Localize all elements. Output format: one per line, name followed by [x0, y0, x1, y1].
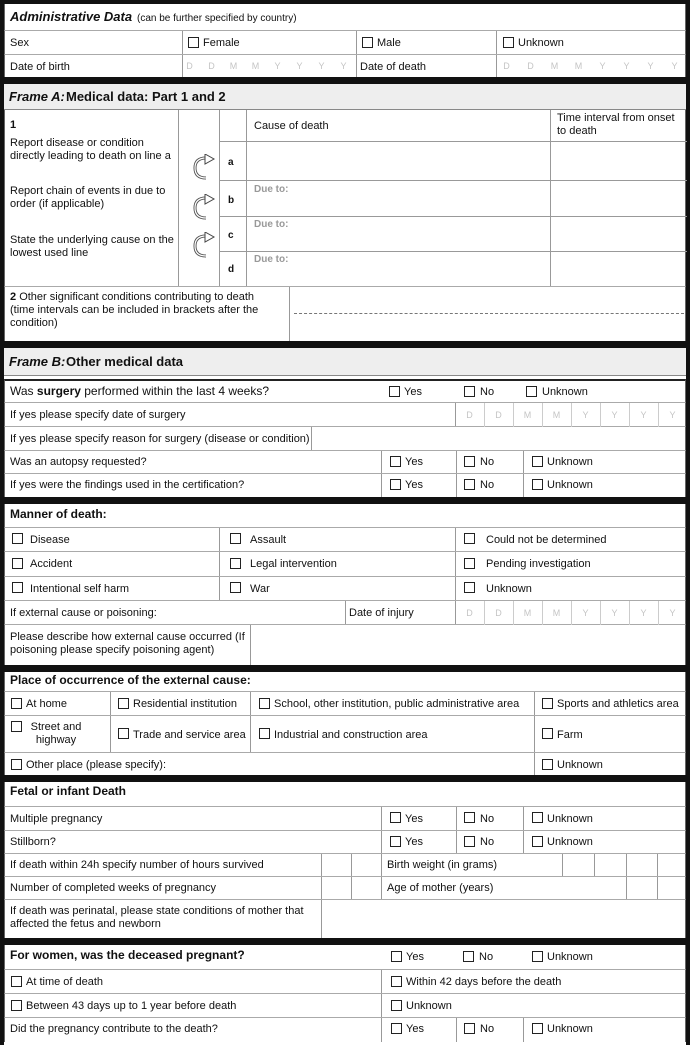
place-street-label: Street and highway [30, 721, 82, 746]
part2-description: Other significant conditions contributing to death (time intervals can be included in brackets after the condition) [10, 291, 259, 329]
sd-d1: D [466, 410, 473, 420]
autopsy-unknown-label: Unknown [547, 456, 593, 468]
dod-d2: D [527, 61, 534, 71]
pregnant-yes-label: Yes [406, 951, 424, 963]
part2-number: 2 [10, 291, 17, 303]
within-42-checkbox[interactable] [391, 976, 402, 987]
surgery-q-bold: surgery [36, 384, 81, 398]
surgery-row [4, 379, 686, 403]
describe-input[interactable] [251, 625, 687, 665]
admin-subtitle: (can be further specified by country) [137, 13, 297, 24]
cause-b-input[interactable] [247, 181, 550, 216]
age-mother-input[interactable] [627, 877, 687, 900]
time-interval-header: Time interval from onset to death [557, 112, 675, 137]
place-industrial-label: Industrial and construction area [274, 729, 428, 741]
manner-assault-checkbox[interactable] [230, 533, 241, 544]
hours-survived-input[interactable] [322, 854, 381, 877]
manner-pending-checkbox[interactable] [464, 558, 475, 569]
surgery-no-checkbox[interactable] [464, 386, 475, 397]
multiple-yes-checkbox[interactable] [390, 812, 401, 823]
findings-yes-label: Yes [405, 479, 423, 491]
interval-d-input[interactable] [551, 252, 687, 287]
interval-c-input[interactable] [551, 217, 687, 251]
id-y1: Y [582, 608, 589, 618]
manner-accident-checkbox[interactable] [12, 558, 23, 569]
dod-y2: Y [623, 61, 630, 71]
surgery-yes-checkbox[interactable] [389, 386, 400, 397]
weeks-pregnancy-label: Number of completed weeks of pregnancy [10, 882, 217, 894]
manner-undetermined-checkbox[interactable] [464, 533, 475, 544]
manner-accident-label: Accident [30, 558, 73, 570]
id-d1: D [466, 608, 473, 618]
due-to-c: Due to: [254, 219, 289, 230]
admin-header [4, 4, 686, 31]
admin-title: Administrative Data [10, 9, 133, 24]
external-cause-label: If external cause or poisoning: [10, 607, 157, 619]
due-to-arrow-icon [192, 232, 216, 260]
sd-m2: M [552, 410, 561, 420]
manner-war-checkbox[interactable] [230, 582, 241, 593]
surgery-reason-label: If yes please specify reason for surgery (disease or condition) [10, 433, 310, 445]
sex-row [4, 31, 686, 55]
sex-male-checkbox[interactable] [362, 37, 373, 48]
multiple-pregnancy-row [4, 807, 686, 831]
pregnant-no-label: No [479, 951, 494, 963]
manner-pending-label: Pending investigation [486, 558, 591, 570]
fetal-header [4, 782, 686, 807]
stillborn-row [4, 831, 686, 854]
dates-row [4, 55, 686, 77]
contribute-label: Did the pregnancy contribute to the death? [10, 1023, 218, 1035]
place-sports-label: Sports and athletics area [557, 698, 679, 710]
line-a-label: a [228, 157, 234, 168]
multiple-pregnancy-label: Multiple pregnancy [10, 813, 103, 825]
cause-of-death-header: Cause of death [254, 120, 329, 132]
multiple-unknown-label: Unknown [547, 813, 593, 825]
interval-b-input[interactable] [551, 181, 687, 216]
findings-row [4, 474, 686, 497]
place-farm-label: Farm [557, 729, 583, 741]
place-school-checkbox[interactable] [259, 698, 270, 709]
place-row-3 [4, 753, 686, 775]
sex-female-checkbox[interactable] [188, 37, 199, 48]
autopsy-no-label: No [480, 456, 495, 468]
dod-m1: M [550, 61, 559, 71]
stillborn-no-checkbox[interactable] [464, 836, 475, 847]
autopsy-yes-checkbox[interactable] [390, 456, 401, 467]
dob-label: Date of birth [10, 61, 70, 73]
perinatal-input[interactable] [322, 900, 687, 938]
surgery-date-label: If yes please specify date of surgery [10, 409, 186, 421]
line-b-label: b [228, 195, 235, 206]
stillborn-label: Stillborn? [10, 836, 56, 848]
sd-y3: Y [640, 410, 647, 420]
manner-row-2 [4, 552, 686, 577]
manner-selfharm-label: Intentional self harm [30, 583, 130, 595]
describe-label: Please describe how external cause occurred (If poisoning please specify poisoning agent) [10, 631, 245, 656]
place-row-1 [4, 692, 686, 716]
autopsy-yes-label: Yes [405, 456, 423, 468]
manner-disease-label: Disease [30, 534, 70, 546]
frame-a-header [4, 84, 686, 110]
autopsy-row [4, 451, 686, 474]
manner-disease-checkbox[interactable] [12, 533, 23, 544]
part1-number: 1 [10, 119, 17, 131]
women-header [4, 945, 686, 970]
manner-row-3 [4, 577, 686, 601]
dob-d1: D [186, 61, 193, 71]
id-y2: Y [611, 608, 618, 618]
findings-yes-checkbox[interactable] [390, 479, 401, 490]
describe-row [4, 625, 686, 665]
surgery-reason-input[interactable] [312, 427, 687, 451]
manner-assault-label: Assault [250, 534, 287, 546]
dob-input[interactable] [182, 55, 356, 77]
frame-b-title: Other medical data [66, 354, 184, 369]
dod-y3: Y [647, 61, 654, 71]
place-other-checkbox[interactable] [11, 759, 22, 770]
part1-block [4, 110, 686, 287]
findings-no-label: No [480, 479, 495, 491]
pregnant-unknown-label: Unknown [547, 951, 593, 963]
id-y4: Y [669, 608, 676, 618]
place-unknown-label: Unknown [557, 759, 603, 771]
sd-y4: Y [669, 410, 676, 420]
place-row-2 [4, 716, 686, 753]
manner-row-1 [4, 528, 686, 552]
place-unknown-checkbox[interactable] [542, 759, 553, 770]
cause-a-input[interactable] [247, 142, 550, 180]
surgery-reason-row [4, 427, 686, 451]
stillborn-unknown-checkbox[interactable] [532, 836, 543, 847]
sex-unknown-label: Unknown [518, 37, 564, 49]
id-y3: Y [640, 608, 647, 618]
dob-y2: Y [296, 61, 303, 71]
manner-legal-label: Legal intervention [250, 558, 337, 570]
part2-input[interactable] [290, 287, 687, 341]
at-time-checkbox[interactable] [11, 976, 22, 987]
sd-m1: M [523, 410, 532, 420]
findings-unknown-label: Unknown [547, 479, 593, 491]
sex-female-label: Female [203, 37, 240, 49]
date-of-injury-label: Date of injury [349, 607, 414, 619]
instruction-1: Report disease or condition directly leading to death on line a [10, 137, 171, 162]
contribute-no-checkbox[interactable] [464, 1023, 475, 1034]
pregnant-yes-checkbox[interactable] [391, 951, 402, 962]
place-farm-checkbox[interactable] [542, 728, 553, 739]
place-title: Place of occurrence of the external cause: [10, 673, 251, 687]
sex-label: Sex [10, 37, 29, 49]
women-row-1 [4, 970, 686, 994]
women-row-2 [4, 994, 686, 1018]
stillborn-unknown-label: Unknown [547, 836, 593, 848]
surgery-no-label: No [480, 386, 495, 398]
frame-a-title-italic: Frame A: [9, 89, 65, 104]
stillborn-no-label: No [480, 836, 495, 848]
injury-date-input[interactable] [455, 601, 687, 625]
birth-weight-input[interactable] [563, 854, 687, 877]
place-sports-checkbox[interactable] [542, 698, 553, 709]
dob-m1: M [229, 61, 238, 71]
findings-no-checkbox[interactable] [464, 479, 475, 490]
surgery-unknown-label: Unknown [542, 386, 588, 398]
autopsy-unknown-checkbox[interactable] [532, 456, 543, 467]
sd-y1: Y [582, 410, 589, 420]
surgery-question [10, 385, 269, 398]
perinatal-label: If death was perinatal, please state conditions of mother that affected the fetus and newborn [10, 905, 304, 930]
contribute-no-label: No [480, 1023, 495, 1035]
manner-selfharm-checkbox[interactable] [12, 582, 23, 593]
frame-a-title: Medical data: Part 1 and 2 [66, 89, 226, 104]
place-school-label: School, other institution, public administrative area [274, 698, 520, 710]
women-unknown-checkbox[interactable] [391, 1000, 402, 1011]
dod-y1: Y [599, 61, 606, 71]
instruction-3: State the underlying cause on the lowest used line [10, 234, 174, 259]
within-42-label: Within 42 days before the death [406, 976, 562, 988]
id-d2: D [495, 608, 502, 618]
part2-text [10, 291, 280, 330]
line-c-label: c [228, 230, 234, 241]
birth-weight-label: Birth weight (in grams) [387, 859, 498, 871]
dob-d2: D [208, 61, 215, 71]
fetal-title: Fetal or infant Death [10, 784, 127, 798]
dob-y4: Y [340, 61, 347, 71]
sd-d2: D [495, 410, 502, 420]
dob-y3: Y [318, 61, 325, 71]
contribute-yes-label: Yes [406, 1023, 424, 1035]
surgery-unknown-checkbox[interactable] [526, 386, 537, 397]
sd-y2: Y [611, 410, 618, 420]
dob-y1: Y [274, 61, 281, 71]
due-to-b: Due to: [254, 184, 289, 195]
due-to-arrow-icon [192, 154, 216, 182]
manner-war-label: War [250, 583, 270, 595]
weeks-pregnancy-input[interactable] [322, 877, 381, 900]
pregnant-no-checkbox[interactable] [463, 951, 474, 962]
surgery-yes-label: Yes [404, 386, 422, 398]
women-unknown-label: Unknown [406, 1000, 452, 1012]
hours-survived-label: If death within 24h specify number of hours survived [10, 859, 264, 871]
sex-unknown-checkbox[interactable] [503, 37, 514, 48]
between-43-label: Between 43 days up to 1 year before death [26, 1000, 237, 1012]
dod-d1: D [503, 61, 510, 71]
contribute-unknown-checkbox[interactable] [532, 1023, 543, 1034]
frame-b-header [4, 348, 686, 376]
id-m2: M [552, 608, 561, 618]
place-trade-checkbox[interactable] [118, 728, 129, 739]
part2-block [4, 287, 686, 341]
manner-unknown-label: Unknown [486, 583, 532, 595]
frame-b-title-italic: Frame B: [9, 354, 66, 369]
place-street-checkbox[interactable] [11, 721, 22, 732]
pregnant-unknown-checkbox[interactable] [532, 951, 543, 962]
contribute-row [4, 1018, 686, 1042]
manner-undetermined-label: Could not be determined [486, 534, 607, 546]
stillborn-yes-label: Yes [405, 836, 423, 848]
contribute-unknown-label: Unknown [547, 1023, 593, 1035]
dod-label: Date of death [360, 61, 427, 73]
place-residential-label: Residential institution [133, 698, 237, 710]
dod-input[interactable] [496, 55, 687, 77]
at-time-label: At time of death [26, 976, 104, 988]
dob-m2: M [251, 61, 260, 71]
contribute-yes-checkbox[interactable] [391, 1023, 402, 1034]
women-title: For women, was the deceased pregnant? [10, 948, 245, 962]
multiple-unknown-checkbox[interactable] [532, 812, 543, 823]
line-d-label: d [228, 264, 235, 275]
multiple-no-checkbox[interactable] [464, 812, 475, 823]
between-43-checkbox[interactable] [11, 1000, 22, 1011]
multiple-no-label: No [480, 813, 495, 825]
dod-y4: Y [671, 61, 678, 71]
place-home-label: At home [26, 698, 67, 710]
manner-unknown-checkbox[interactable] [464, 582, 475, 593]
surgery-q-post: performed within the last 4 weeks? [80, 384, 270, 398]
due-to-d: Due to: [254, 254, 289, 265]
interval-a-input[interactable] [551, 142, 687, 180]
place-residential-checkbox[interactable] [118, 698, 129, 709]
external-cause-row [4, 601, 686, 625]
autopsy-findings-label: If yes were the findings used in the certification? [10, 479, 245, 491]
id-m1: M [523, 608, 532, 618]
weeks-row [4, 877, 686, 900]
age-mother-label: Age of mother (years) [387, 882, 494, 894]
sex-male-label: Male [377, 37, 401, 49]
place-header [4, 672, 686, 692]
surgery-date-input[interactable] [455, 403, 687, 427]
cause-d-input[interactable] [247, 252, 550, 287]
autopsy-requested-label: Was an autopsy requested? [10, 456, 147, 468]
place-industrial-checkbox[interactable] [259, 728, 270, 739]
due-to-arrow-icon [192, 194, 216, 222]
perinatal-row [4, 900, 686, 938]
multiple-yes-label: Yes [405, 813, 423, 825]
surgery-q-pre: Was [10, 384, 37, 398]
manner-title: Manner of death: [10, 507, 107, 521]
place-trade-label: Trade and service area [133, 729, 246, 741]
cause-c-input[interactable] [247, 217, 550, 251]
autopsy-no-checkbox[interactable] [464, 456, 475, 467]
manner-header [4, 504, 686, 528]
findings-unknown-checkbox[interactable] [532, 479, 543, 490]
place-home-checkbox[interactable] [11, 698, 22, 709]
dod-m2: M [574, 61, 583, 71]
hours-row [4, 854, 686, 877]
surgery-date-row [4, 403, 686, 427]
place-other-label: Other place (please specify): [26, 759, 167, 771]
stillborn-yes-checkbox[interactable] [390, 836, 401, 847]
instruction-2: Report chain of events in due to order (if applicable) [10, 185, 166, 210]
manner-legal-checkbox[interactable] [230, 558, 241, 569]
